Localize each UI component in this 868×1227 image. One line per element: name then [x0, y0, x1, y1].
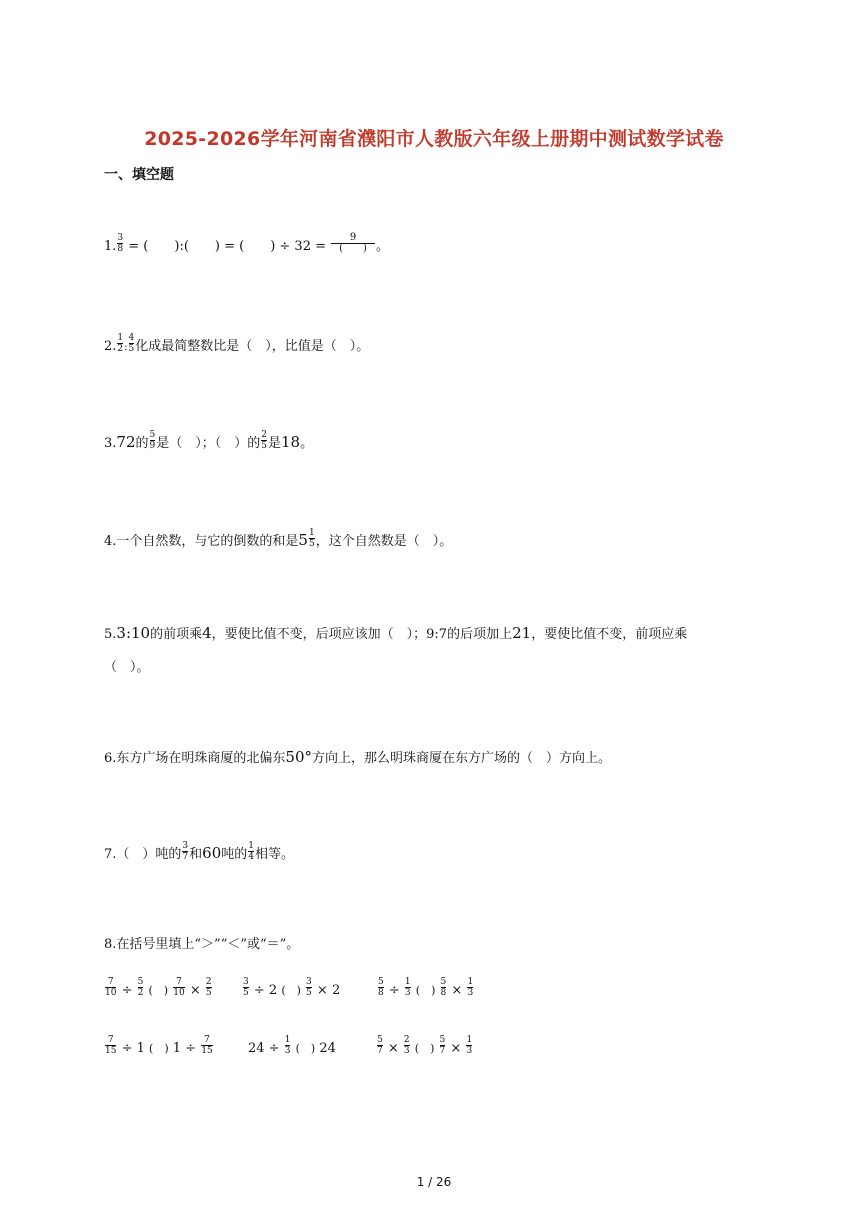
question-7 — [104, 841, 295, 865]
question-2 — [104, 333, 370, 357]
q4-text-2: ，这个自然数是（ ）。 — [315, 534, 453, 549]
q1-number: 1. — [104, 239, 117, 254]
q8-item-1: $\frac{7}{10}$ ÷ $\frac{5}{2}$ ( ) $\frac{7}{10}$ × $\frac{2}{5}$ — [105, 977, 212, 998]
q7-text-1: 7.（ ）吨的 — [104, 847, 182, 862]
q7-fraction-2: $\frac{1}{4}$ — [248, 841, 254, 862]
q3-text-1: 的 — [135, 436, 149, 451]
q3-fraction-2: $\frac{2}{5}$ — [261, 430, 267, 451]
q3-number: 3. — [104, 436, 117, 451]
q5-text-1: 的前项乘 — [150, 627, 203, 642]
q1-expression: = ( ):( ) = ( ) ÷ 32 = — [128, 239, 326, 254]
q4-whole-number: 5 — [298, 531, 308, 549]
q2-fraction-1: $\frac{1}{2}$ — [117, 333, 124, 354]
section-heading: 一、填空题 — [104, 167, 174, 183]
q5-text-2: ，要使比值不变，后项应该加（ ）；9:7的后项加上 — [211, 627, 513, 642]
document-title: 2025-2026学年河南省濮阳市人教版六年级上册期中测试数学试卷 — [144, 128, 724, 150]
q8-item-5: 24 ÷ $\frac{1}{3}$ ( ) 24 — [248, 1035, 336, 1056]
q4-fraction: $\frac{1}{5}$ — [308, 528, 315, 549]
q6-text-2: 方向上，那么明珠商厦在东方广场的（ ）方向上。 — [312, 751, 612, 766]
question-4 — [104, 528, 453, 552]
q8-item-4: $\frac{7}{15}$ ÷ 1 ( ) 1 ÷ $\frac{7}{15}$ — [105, 1035, 213, 1056]
q5-number-21: 21 — [512, 624, 532, 642]
q1-end: 。 — [375, 239, 389, 254]
q8-item-6: $\frac{5}{7}$ × $\frac{2}{3}$ ( ) $\frac{5}{7}$ × $\frac{1}{3}$ — [377, 1035, 473, 1056]
question-1 — [104, 232, 389, 257]
q3-fraction-1: $\frac{5}{9}$ — [149, 430, 156, 451]
question-5 — [104, 624, 687, 644]
question-8: 8.在括号里填上“＞”“＜”或“＝”。 — [104, 937, 300, 952]
q7-fraction-1: $\frac{3}{7}$ — [182, 841, 189, 862]
q2-number: 2. — [104, 339, 117, 354]
q7-text-4: 相等。 — [255, 847, 295, 862]
q3-number-18: 18 — [281, 433, 301, 451]
q5-line-2: （ ）。 — [104, 660, 150, 675]
q1-fraction-1: $\frac{3}{8}$ — [117, 233, 124, 254]
question-3 — [104, 430, 314, 454]
q6-degree: 50° — [285, 748, 312, 766]
q3-text-3: 是 — [268, 436, 282, 451]
q3-end: 。 — [300, 436, 314, 451]
q3-text-2: 是（ ）；（ ）的 — [156, 436, 261, 451]
q2-text: 化成最简整数比是（ ），比值是（ ）。 — [135, 339, 370, 354]
q5-number-4: 4 — [202, 624, 212, 642]
q8-item-2: $\frac{3}{5}$ ÷ 2 ( ) $\frac{3}{5}$ × 2 — [243, 977, 341, 998]
q8-item-3: $\frac{5}{8}$ ÷ $\frac{1}{3}$ ( ) $\frac{5}{8}$ × $\frac{1}{3}$ — [378, 977, 474, 998]
q4-text-1: 4.一个自然数，与它的倒数的和是 — [104, 534, 299, 549]
q7-text-2: 和 — [189, 847, 203, 862]
q1-fraction-2: $\frac{9}{( )}$ — [331, 233, 375, 254]
q5-number: 5. — [104, 627, 117, 642]
q5-ratio: 3:10 — [116, 624, 151, 642]
question-6 — [104, 748, 611, 768]
q5-text-3: ，要使比值不变，前项应乘 — [531, 627, 688, 642]
page-number: 1 / 26 — [416, 1175, 452, 1189]
q7-text-3: 吨的 — [221, 847, 248, 862]
q2-fraction-2: $\frac{4}{5}$ — [128, 333, 135, 354]
q2-ratio-sign: : — [124, 342, 128, 353]
q6-text-1: 6.东方广场在明珠商厦的北偏东 — [104, 751, 286, 766]
q7-number-60: 60 — [202, 844, 222, 862]
q3-number-72: 72 — [116, 433, 136, 451]
